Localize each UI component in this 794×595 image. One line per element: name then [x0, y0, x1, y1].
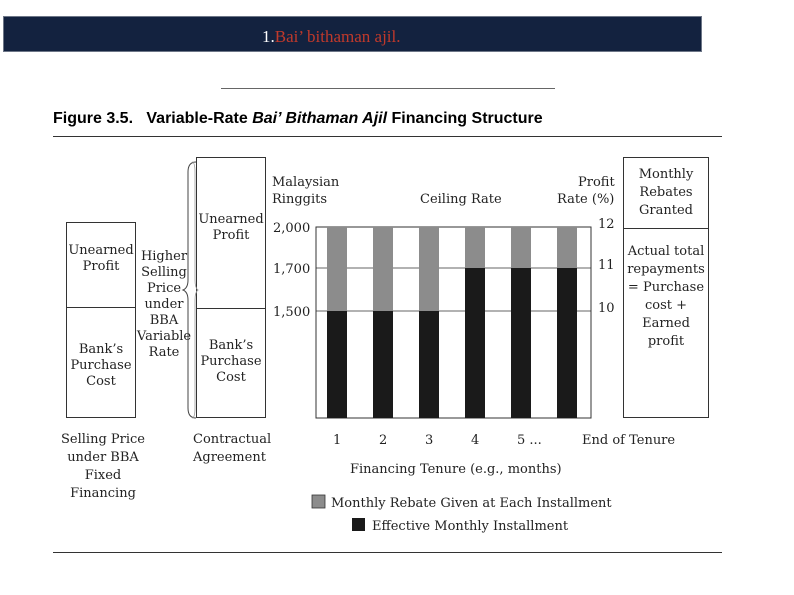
- legend-effective-label: Effective Monthly Installment: [372, 519, 569, 534]
- figure-title-italic: Bai’ Bithaman Ajil: [252, 110, 388, 127]
- bar-segment: [327, 227, 347, 311]
- plot-frame: [316, 227, 591, 418]
- bar-segment: [327, 311, 347, 418]
- bar-segment: [557, 268, 577, 418]
- x-tick-label: 1: [333, 433, 342, 448]
- bar-segment: [373, 311, 393, 418]
- fixed-unearned-profit-label: Unearned Profit: [68, 243, 134, 274]
- bar-segment: [373, 227, 393, 311]
- brace-left-shadow: [192, 162, 198, 418]
- bar-segment: [557, 227, 577, 268]
- x-tick-label: 2: [379, 433, 388, 448]
- y2-tick-label: 10: [598, 301, 615, 316]
- bar-segment: [511, 268, 531, 418]
- bar-segment: [419, 227, 439, 311]
- x-tick-label: 3: [425, 433, 434, 448]
- y-axis-label-line2: Ringgits: [272, 192, 328, 207]
- legend-rebate-label: Monthly Rebate Given at Each Installment: [331, 496, 612, 511]
- x-axis-label: Financing Tenure (e.g., months): [350, 462, 562, 477]
- y2-tick-label: 12: [598, 217, 615, 232]
- y-ticks: [273, 221, 310, 320]
- legend-effective-swatch: [352, 518, 365, 531]
- x-ticks: [333, 433, 542, 448]
- bar-segment: [419, 311, 439, 418]
- y-tick-label: 2,000: [273, 221, 311, 236]
- contract-purchase-cost-label: Bank’s Purchase Cost: [200, 338, 262, 385]
- end-of-tenure-label: End of Tenure: [582, 433, 676, 448]
- actual-repayments-label: Actual total repayments = Purchase cost + Earned profit: [627, 244, 705, 349]
- ceiling-rate-label: Ceiling Rate: [420, 192, 502, 207]
- y-axis-label-line1: Malaysian: [272, 175, 340, 190]
- y2-axis-label-line1: Profit: [578, 175, 615, 190]
- brace-left: [183, 162, 196, 418]
- contract-unearned-profit-label: Unearned Profit: [198, 212, 264, 243]
- fixed-financing-caption: Selling Price under BBA Fixed Financing: [61, 432, 145, 501]
- higher-selling-price-label: Higher Selling Price under BBA Variable Rate: [136, 249, 192, 360]
- bars: [327, 227, 577, 418]
- bar-segment: [465, 227, 485, 268]
- monthly-rebates-label: Monthly Rebates Granted: [638, 167, 694, 218]
- fixed-purchase-cost-label: Bank’s Purchase Cost: [70, 342, 132, 389]
- contract-caption: Contractual Agreement: [193, 432, 272, 465]
- y-tick-label: 1,500: [273, 305, 311, 320]
- y2-tick-label: 11: [598, 258, 615, 273]
- y-tick-label: 1,700: [273, 262, 311, 277]
- legend-rebate-swatch: [312, 495, 325, 508]
- figure-title-main: Variable-Rate: [146, 110, 248, 127]
- figure-title-suffix: Financing Structure: [391, 110, 543, 127]
- x-tick-label: 5 ...: [517, 433, 542, 448]
- figure-number: Figure 3.5.: [53, 110, 134, 127]
- slide-title-term: Bai’ bithaman ajil.: [274, 27, 401, 46]
- y2-axis-label-line2: Rate (%): [557, 192, 615, 207]
- x-tick-label: 4: [471, 433, 480, 448]
- y2-ticks: [598, 217, 615, 316]
- bar-segment: [511, 227, 531, 268]
- gridlines: [316, 227, 591, 311]
- bar-segment: [465, 268, 485, 418]
- slide-title-number: 1.: [262, 27, 275, 46]
